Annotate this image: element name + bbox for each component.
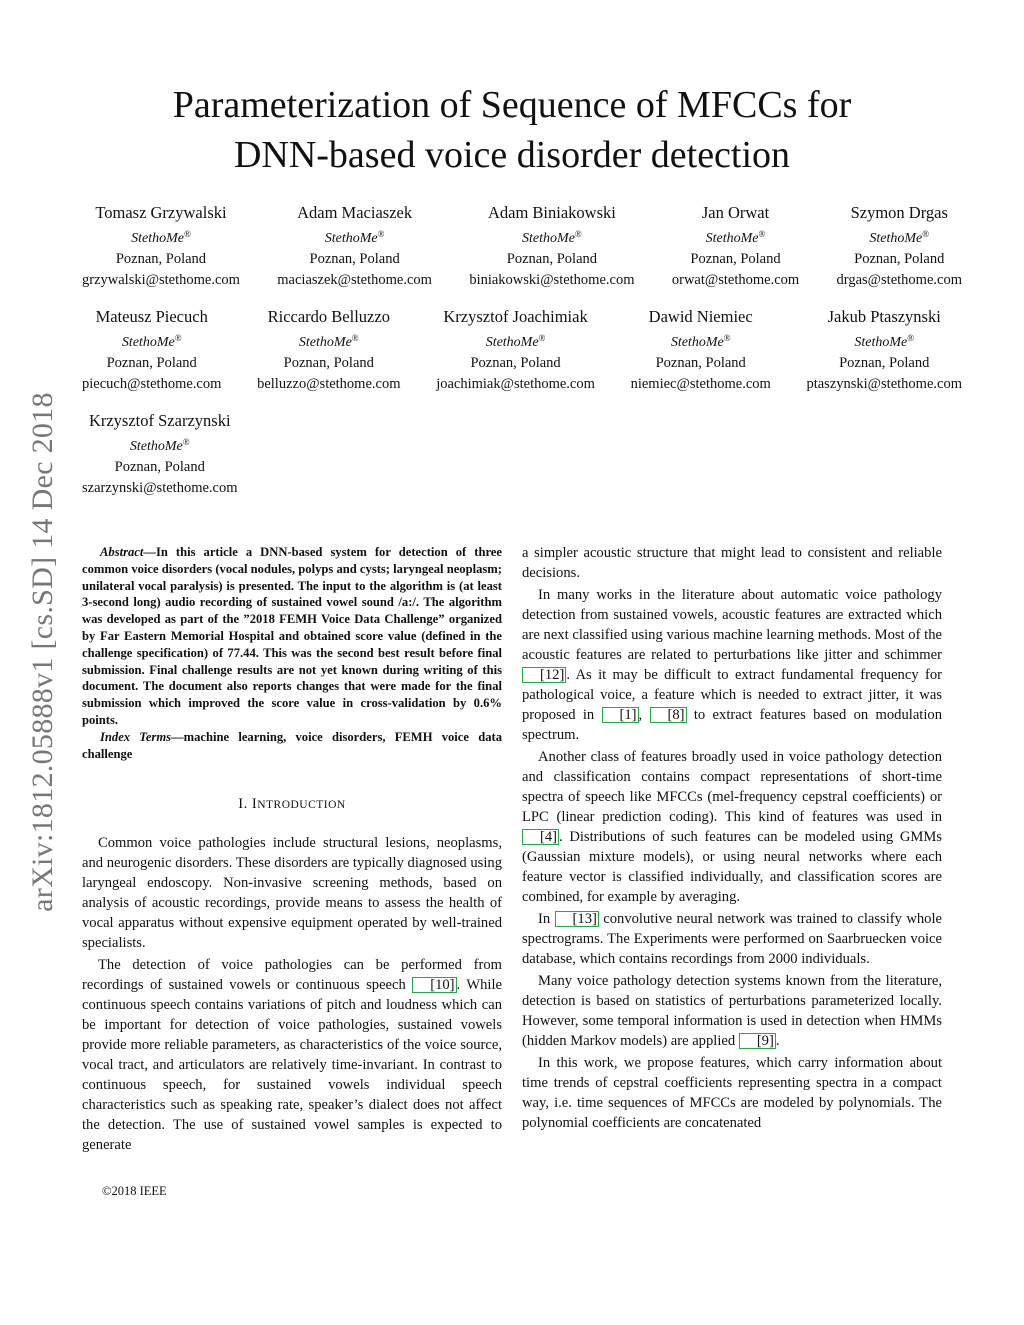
registered-mark: ® — [922, 229, 930, 239]
author-email[interactable]: szarzynski@stethome.com — [82, 480, 238, 496]
author-name: Krzysztof Szarzynski — [88, 411, 231, 430]
author-email[interactable]: piecuch@stethome.com — [82, 376, 222, 392]
paragraph-text: . Distributions of such features can be modeled using GMMs (Gaussian mixture models), or using neural networks where each feature vector is classified individually, and classification scores are combined, for example by averaging. — [522, 829, 942, 905]
author-block — [277, 202, 432, 291]
author-location: Poznan, Poland — [839, 355, 930, 371]
right-paragraph-1 — [522, 585, 942, 745]
author-name: Tomasz Grzywalski — [95, 203, 227, 222]
registered-mark: ® — [182, 437, 190, 447]
section-heading-introduction — [82, 794, 502, 815]
author-location: Poznan, Poland — [470, 355, 561, 371]
paragraph-text: The detection of voice pathologies can be performed from recordings of sustained vowels or continuous speech — [82, 957, 502, 994]
author-affiliation — [837, 224, 962, 249]
author-block — [806, 306, 962, 395]
author-row-1 — [82, 202, 962, 291]
author-location: Poznan, Poland — [690, 251, 781, 267]
abstract — [82, 544, 502, 729]
author-affiliation — [82, 432, 238, 457]
section-first-letter: I — [251, 796, 258, 813]
right-paragraph-4 — [522, 971, 942, 1051]
author-location: Poznan, Poland — [309, 251, 400, 267]
affiliation-name: StethoMe — [854, 335, 908, 350]
affiliation-name: StethoMe — [705, 231, 759, 246]
author-block — [82, 306, 221, 395]
author-block — [436, 306, 595, 395]
citation-separator: , — [638, 707, 650, 723]
copyright-notice: ©2018 IEEE — [102, 1184, 167, 1198]
intro-paragraph-1: Common voice pathologies include structural lesions, neoplasms, and neurogenic disorders. These disorders are typically diagnosed using laryngeal endoscopy. Non-invasive screening methods, based on analysis of acoustic recordings, provide means to assess the health of vocal apparatus without expensive equipment operated by well-trained specialists. — [82, 835, 502, 952]
paragraph-text: to extract features based on modulation spectrum. — [522, 707, 943, 743]
affiliation-name: StethoMe — [298, 335, 352, 350]
registered-mark: ® — [907, 333, 915, 343]
paragraph-text: . While continuous speech contains variations of pitch and loudness which can be important for detection of voice pathologies, sustained vowels provide more reliable parameters, as characteristics of the voice source, vocal tract, and articulators are relatively time-invariant. In contrast to continuous speech, for sustained vowels individual speech characteristics such as speaking rate, speaker’s dialect does not affect the detection. The use of sustained vowel samples is expected to generate — [82, 977, 503, 1154]
paragraph-text: In — [538, 911, 555, 927]
paragraph-text: In many works in the literature about automatic voice pathology detection from sustained vowels, acoustic features are extracted which are next classified using various machine learning methods. Most of the acoustic features are related to perturbations like jitter and schimmer — [522, 587, 942, 663]
author-email[interactable]: ptaszynski@stethome.com — [806, 376, 962, 392]
citation-link[interactable]: [10] — [412, 977, 456, 993]
author-block — [631, 306, 771, 395]
abstract-text: —In this article a DNN-based system for detection of three common voice disorders (vocal nodules, polyps and cysts; laryngeal neoplasm; unilateral vocal paralysis) is presented. The input to the algorithm is (at least 3-second long) audio recording of sustained vowel sound /a:/. The algorithm was developed as part of the ”2018 FEMH Voice Data Challenge” organized by Far Eastern Memorial Hospital and obtained score value (defined in the challenge specification) of 77.44. This was the second best result before final submission. Final challenge results are not yet known during writing of this document. The document also reports changes that were made for the final submission which improved the score value in cross-validation by 0.6% points. — [82, 545, 502, 727]
author-block — [82, 410, 238, 499]
author-location: Poznan, Poland — [114, 459, 205, 475]
author-email[interactable]: biniakowski@stethome.com — [469, 272, 635, 288]
author-email[interactable]: maciaszek@stethome.com — [277, 272, 432, 288]
author-row-3 — [82, 410, 238, 499]
author-affiliation — [631, 328, 771, 353]
registered-mark: ® — [183, 229, 191, 239]
citation-link[interactable]: [4] — [522, 829, 559, 845]
affiliation-name: StethoMe — [869, 231, 923, 246]
index-terms — [82, 729, 502, 763]
author-name: Riccardo Belluzzo — [267, 307, 390, 326]
author-email[interactable]: drgas@stethome.com — [836, 272, 962, 288]
author-email[interactable]: grzywalski@stethome.com — [82, 272, 240, 288]
citation-link[interactable]: [8] — [650, 707, 687, 723]
registered-mark: ® — [574, 229, 582, 239]
left-column — [82, 544, 502, 1157]
arxiv-identifier-text: arXiv:1812.05888v1 [cs.SD] 14 Dec 2018 — [26, 392, 60, 912]
registered-mark: ® — [174, 333, 182, 343]
right-paragraph-2 — [522, 747, 942, 907]
author-location: Poznan, Poland — [115, 251, 207, 267]
author-affiliation — [436, 328, 595, 353]
registered-mark: ® — [723, 333, 731, 343]
right-paragraph-0: a simpler acoustic structure that might lead to consistent and reliable decisions. — [522, 545, 942, 581]
index-terms-text: —machine learning, voice disorders, FEMH voice data challenge — [82, 729, 502, 761]
affiliation-name: StethoMe — [522, 231, 575, 246]
author-name: Szymon Drgas — [850, 203, 948, 222]
author-location: Poznan, Poland — [106, 355, 197, 371]
author-affiliation — [82, 328, 221, 353]
author-affiliation — [82, 224, 240, 249]
citation-link[interactable]: [12] — [522, 667, 566, 683]
author-row-2 — [82, 306, 962, 395]
affiliation-name: StethoMe — [131, 231, 184, 246]
author-name: Mateusz Piecuch — [95, 307, 208, 326]
affiliation-name: StethoMe — [485, 335, 539, 350]
author-block — [469, 202, 634, 291]
author-name: Dawid Niemiec — [648, 307, 753, 326]
affiliation-name: StethoMe — [670, 335, 724, 350]
author-location: Poznan, Poland — [854, 251, 945, 267]
registered-mark: ® — [538, 333, 546, 343]
paragraph-text: Many voice pathology detection systems known from the literature, detection is based on statistics of perturbations parameterized locally. However, some temporal information is used in detection when HMMs (hidden Markov models) are applied — [522, 973, 942, 1049]
author-affiliation — [277, 224, 432, 249]
right-column — [522, 543, 942, 1135]
author-affiliation — [257, 328, 400, 353]
author-name: Adam Biniakowski — [487, 203, 616, 222]
paper-title — [100, 80, 924, 180]
author-email[interactable]: orwat@stethome.com — [671, 272, 800, 288]
author-location: Poznan, Poland — [655, 355, 746, 371]
author-block — [837, 202, 962, 291]
title-line-1: Parameterization of Sequence of MFCCs for — [172, 84, 852, 126]
affiliation-name: StethoMe — [121, 335, 175, 350]
author-name: Jan Orwat — [701, 203, 770, 222]
author-name: Adam Maciaszek — [297, 203, 413, 222]
author-email[interactable]: niemiec@stethome.com — [630, 376, 771, 392]
index-terms-label: Index Terms — [100, 729, 172, 744]
paragraph-text: convolutive neural network was trained to classify whole spectrograms. The Experiments were performed on Saarbruecken voice database, which contains recordings from 2000 individuals. — [522, 911, 942, 967]
author-affiliation — [469, 224, 634, 249]
citation-link[interactable]: [1] — [602, 707, 639, 723]
author-affiliation — [672, 224, 799, 249]
author-name: Jakub Ptaszynski — [827, 307, 941, 326]
author-location: Poznan, Poland — [506, 251, 598, 267]
title-line-2: DNN-based voice disorder detection — [233, 134, 791, 176]
citation-link[interactable]: [13] — [555, 911, 599, 927]
author-email[interactable]: belluzzo@stethome.com — [257, 376, 401, 392]
author-location: Poznan, Poland — [283, 355, 374, 371]
intro-paragraph-2 — [82, 955, 502, 1155]
registered-mark: ® — [351, 333, 359, 343]
affiliation-name: StethoMe — [129, 439, 183, 454]
author-affiliation — [806, 328, 962, 353]
right-paragraph-3 — [522, 909, 942, 969]
paragraph-text: Another class of features broadly used in voice pathology detection and classification contains compact representations of short-time spectra of speech like MFCCs (mel-frequency cepstral coefficients) or LPC (linear prediction coding). This kind of features was used in — [522, 749, 942, 825]
author-name: Krzysztof Joachimiak — [443, 307, 588, 326]
author-block — [672, 202, 799, 291]
abstract-label: Abstract — [100, 545, 144, 559]
author-block — [82, 202, 240, 291]
arxiv-identifier-stamp — [18, 352, 68, 952]
affiliation-name: StethoMe — [324, 231, 378, 246]
paragraph-text: . As it may be difficult to extract fundamental frequency for pathological voice, a feature which is needed to extract jitter, it was proposed in — [522, 667, 942, 723]
citation-link[interactable]: [9] — [739, 1033, 776, 1049]
paragraph-text: . — [775, 1033, 780, 1049]
registered-mark: ® — [758, 229, 766, 239]
author-email[interactable]: joachimiak@stethome.com — [436, 376, 595, 392]
section-title-rest: NTRODUCTION — [257, 799, 346, 812]
author-block — [257, 306, 400, 395]
right-paragraph-5: In this work, we propose features, which carry information about time trends of cepstral coefficients representing spectra in a compact way, i.e. time sequences of MFCCs are modeled by polynomials. The polynomial coefficients are concatenated — [522, 1055, 942, 1131]
section-numeral: I. — [238, 796, 248, 813]
registered-mark: ® — [377, 229, 385, 239]
